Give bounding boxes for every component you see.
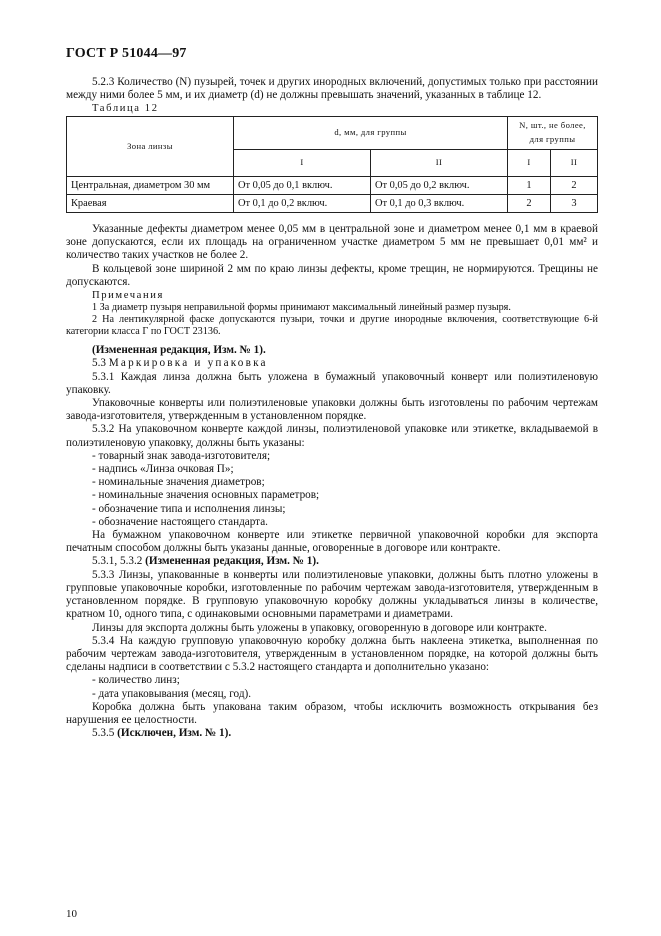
page-number: 10	[66, 908, 77, 920]
table-row	[67, 176, 598, 194]
paragraph-5-3-3: 5.3.3 Линзы, упакованные в конверты или полиэтиленовые упаковки, должны быть плотно уложены в групповые упаковочные коробки, изготовленные по рабочим чертежам завода-изготовителя, утвержденным в установленном порядке. В групповую упаковочную коробку должны укладываться линзы в количестве, кратном 10, одного типа, с одинаковыми основными параметрами и диаметрами.	[66, 568, 598, 621]
header-n-group-1: I	[508, 149, 551, 176]
cell-zone: Краевая	[67, 194, 234, 212]
list-item: - количество линз;	[92, 674, 180, 687]
cell-n1: 2	[508, 194, 551, 212]
cell-d1: От 0,1 до 0,2 включ.	[234, 194, 371, 212]
paragraph-5-3-4: 5.3.4 На каждую групповую упаковочную коробку должна быть наклеена этикетка, выполненная по рабочим чертежам завода-изготовителя, утвержденным в установленном порядке, на которой должны быть сделаны надписи в соответствии с 5.3.2 настоящего стандарта и дополнительно указано:	[66, 634, 598, 674]
table-caption: Таблица 12	[92, 103, 159, 115]
section-5-3-heading	[66, 357, 598, 370]
cell-d1: От 0,05 до 0,1 включ.	[234, 176, 371, 194]
notes-heading: Примечания	[92, 290, 164, 302]
paragraph-5-3-1-b: Упаковочные конверты или полиэтиленовые упаковки должны быть изготовлены по рабочим чертежам завода-изготовителя, утвержденным в установленном порядке.	[66, 397, 598, 423]
list-item: - номинальные значения основных параметров;	[92, 489, 320, 502]
table-header-row	[67, 116, 598, 149]
paragraph-defects: Указанные дефекты диаметром менее 0,05 мм в центральной зоне и диаметром менее 0,1 мм в краевой зоне допускаются, если их площадь на ограниченном участке диаметром 5 мм не превышает 0,01 мм² и количество таких участков не более 2.	[66, 223, 598, 262]
cell-n2: 3	[550, 194, 597, 212]
section-5-3-5	[66, 727, 598, 740]
list-item: - дата упаковывания (месяц, год).	[92, 687, 252, 700]
cell-d2: От 0,1 до 0,3 включ.	[371, 194, 508, 212]
note-2: 2 На лентикулярной фаске допускаются пузыри, точки и другие инородные включения, соответствующие 6-й категории класса Г по ГОСТ 23136.	[66, 314, 598, 338]
cell-n1: 1	[508, 176, 551, 194]
table-row	[67, 194, 598, 212]
document-id-header: ГОСТ Р 51044—97	[66, 46, 187, 61]
header-d-group: d, мм, для группы	[234, 116, 508, 149]
section-5-3-number: 5.3	[92, 357, 106, 370]
amendment-2-text: (Измененная редакция, Изм. № 1).	[145, 555, 319, 568]
section-5-3-title: Маркировка и упаковка	[108, 357, 268, 370]
paragraph-5-3-4-b: Коробка должна быть упакована таким образом, чтобы исключить возможность открывания без нарушения ее целостности.	[66, 700, 598, 726]
amendment-2-prefix: 5.3.1, 5.3.2	[92, 555, 143, 568]
section-5-3-5-number: 5.3.5	[92, 727, 115, 740]
amendment-note-2	[66, 555, 598, 568]
paragraph-5-3-1: 5.3.1 Каждая линза должна быть уложена в бумажный упаковочный конверт или полиэтиленовую упаковку.	[66, 370, 598, 396]
paragraph-5-3-2: 5.3.2 На упаковочном конверте каждой линзы, полиэтиленовой упаковке или этикетке, вкладываемой в полиэтиленовую упаковку, должны быть указаны:	[66, 423, 598, 449]
cell-zone: Центральная, диаметром 30 мм	[67, 176, 234, 194]
list-item: - обозначение типа и исполнения линзы;	[92, 502, 286, 515]
header-n-group: N, шт., не более, для группы	[508, 116, 598, 149]
note-1: 1 За диаметр пузыря неправильной формы принимают максимальный линейный размер пузыря.	[92, 302, 511, 314]
paragraph-5-3-3-b: Линзы для экспорта должны быть уложены в упаковку, оговоренную в договоре или контракте.	[92, 621, 547, 634]
table-12	[66, 116, 598, 213]
list-item: - надпись «Линза очковая П»;	[92, 463, 234, 476]
document-body	[66, 76, 598, 740]
header-zone: Зона линзы	[67, 116, 234, 176]
paragraph-ring-zone: В кольцевой зоне шириной 2 мм по краю линзы дефекты, кроме трещин, не нормируются. Трещины не допускаются.	[66, 262, 598, 288]
list-item: - товарный знак завода-изготовителя;	[92, 449, 271, 462]
amendment-note-1: (Измененная редакция, Изм. № 1).	[92, 344, 266, 357]
section-5-3-5-text: (Исключен, Изм. № 1).	[117, 727, 232, 740]
list-item: - номинальные значения диаметров;	[92, 476, 265, 489]
header-n-group-2: II	[550, 149, 597, 176]
cell-d2: От 0,05 до 0,2 включ.	[371, 176, 508, 194]
header-d-group-2: II	[371, 149, 508, 176]
header-d-group-1: I	[234, 149, 371, 176]
list-item: - обозначение настоящего стандарта.	[92, 515, 268, 528]
cell-n2: 2	[550, 176, 597, 194]
paragraph-export: На бумажном упаковочном конверте или этикетке первичной упаковочной коробки для экспорта печатным способом должны быть указаны данные, оговоренные в договоре или контракте.	[66, 529, 598, 555]
paragraph-5-2-3: 5.2.3 Количество (N) пузырей, точек и других инородных включений, допустимых только при расстоянии между ними более 5 мм, и их диаметр (d) не должны превышать значений, указанных в таблице 12.	[66, 76, 598, 102]
